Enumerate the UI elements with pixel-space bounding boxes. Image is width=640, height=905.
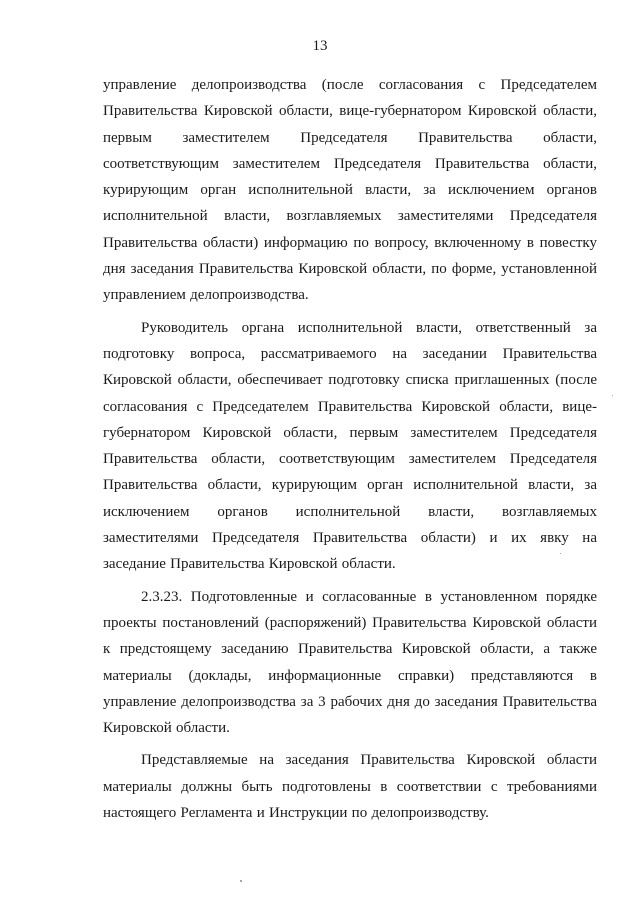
scan-speck [560,553,561,554]
paragraph-materials-requirements: Представляемые на заседания Правительства Кировской области материалы должны быть подготовлены в соответствии с требованиями настоящего Регламента и Инструкции по делопроизводству. [103,752,597,822]
scan-speck [612,395,613,396]
paragraph-section-2-3-23: 2.3.23. Подготовленные и согласованные в установленном порядке проекты постановлений (распоряжений) Правительства Кировской области к предстоящему заседанию Правительства Кировской области, а также материалы (доклады, информационные справки) представляются в управление делопроизводства за 3 рабочих дня до заседания Правительства Кировской области. [103,588,597,737]
paragraph-invitees: Руководитель органа исполнительной власти, ответственный за подготовку вопроса, рассматриваемого на заседании Правительства Кировской области, обеспечивает подготовку списка приглашенных (после согласования с Председателем Правительства Кировской области, вице-губернатором Кировской области, первым заместителем Председателя Правительства области, соответствующим заместителем Председателя Правительства области, курирующим орган исполнительной власти, за исключением органов исполнительной власти, возглавляемых заместителями Председателя Правительства области) и их явку на заседание Правительства Кировской области. [103,319,597,573]
document-body [103,72,597,826]
scan-speck [240,880,242,882]
page-number: 13 [312,38,328,54]
paragraph-continuation: управление делопроизводства (после согласования с Председателем Правительства Кировской области, вице-губернатором Кировской области, первым заместителем Председателя Правительства области, соответствующим заместителем Председателя Правительства области, курирующим орган исполнительной власти, за исключением органов исполнительной власти, возглавляемых заместителями Председателя Правительства области) информацию по вопросу, включенному в повестку дня заседания Правительства Кировской области, по форме, установленной управлением делопроизводства. [103,77,597,304]
